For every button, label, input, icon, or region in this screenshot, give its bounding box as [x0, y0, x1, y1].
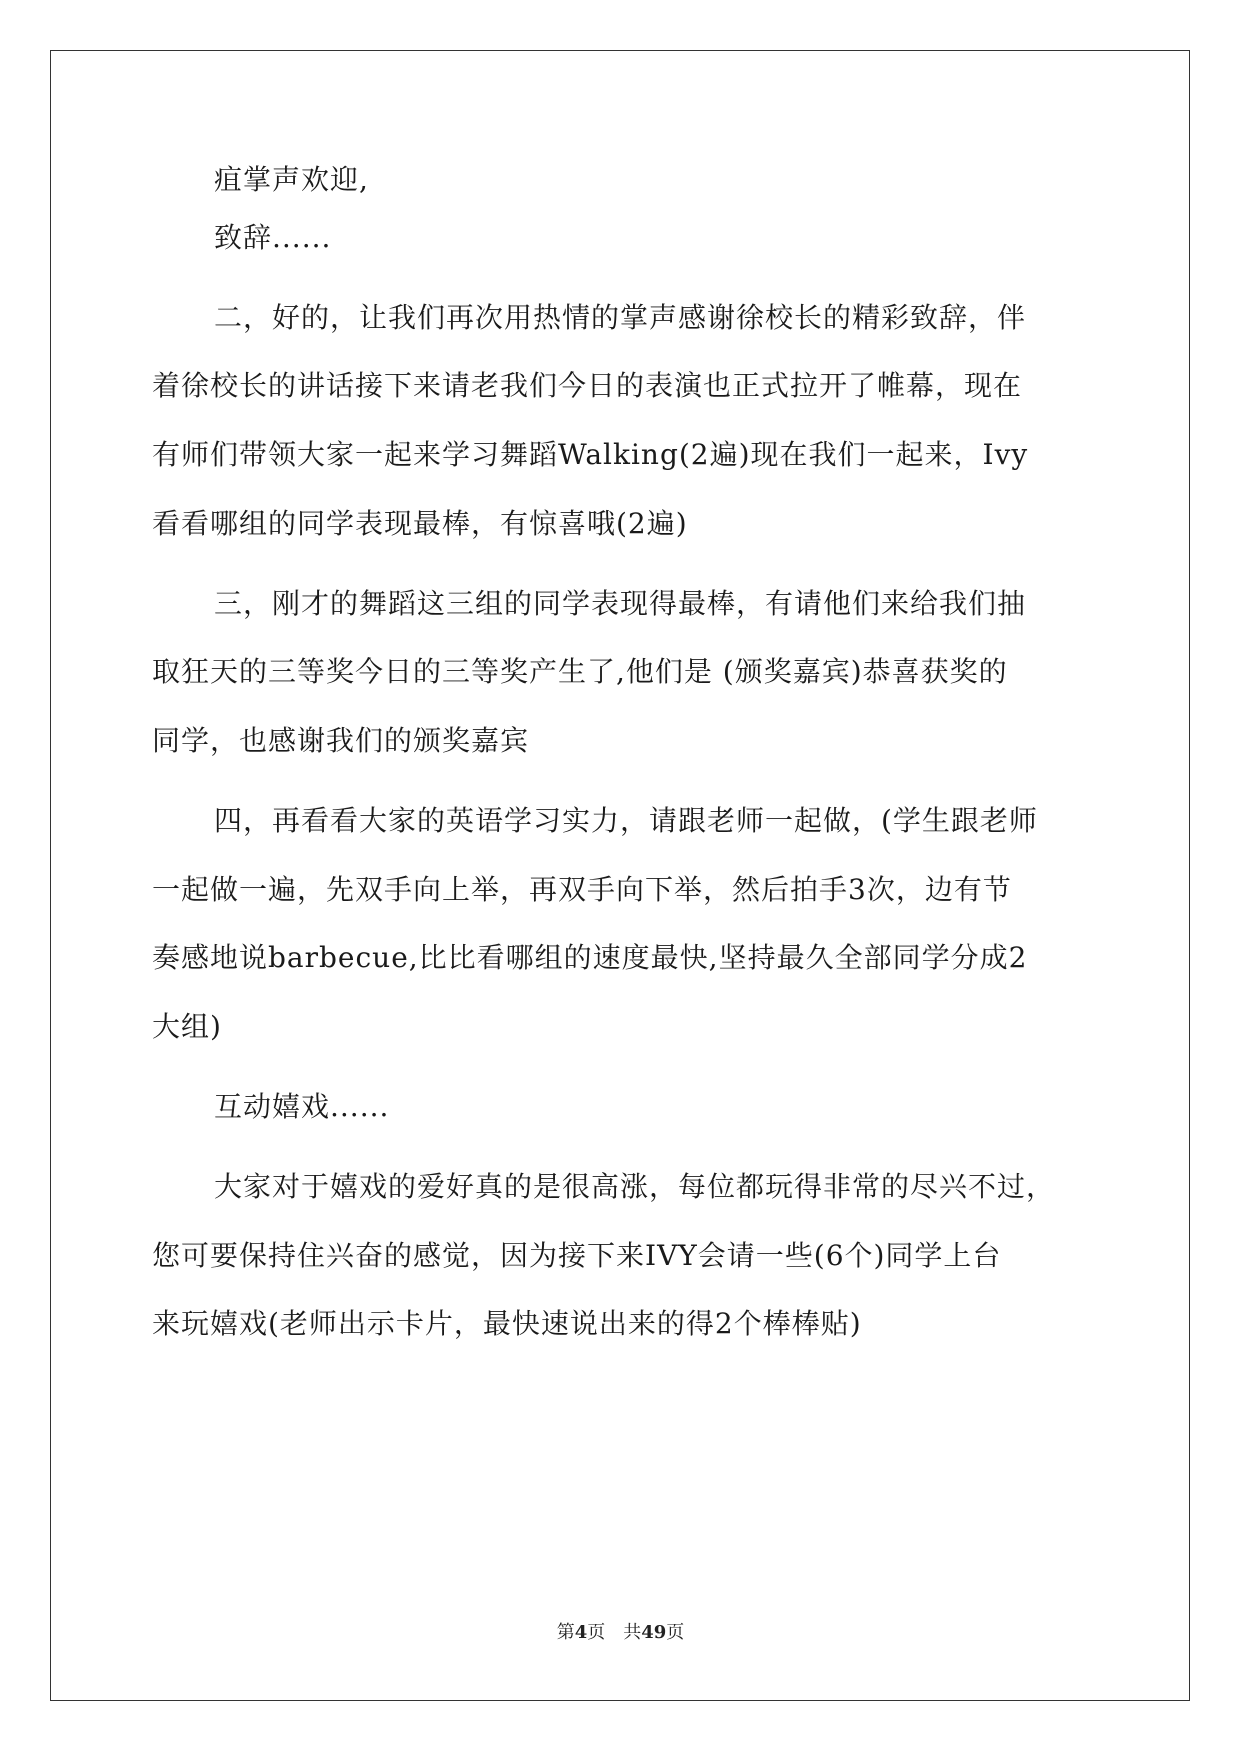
paragraph-line: 一起做一遍，先双手向上举，再双手向下举，然后拍手3次，边有节 — [152, 873, 1012, 906]
paragraph-line: 看看哪组的同学表现最棒，有惊喜哦(2遍) — [152, 507, 688, 540]
paragraph-line: 疽掌声欢迎, — [214, 163, 369, 196]
total-prefix: 共 — [623, 1622, 642, 1643]
page-prefix: 第 — [556, 1622, 575, 1643]
paragraph-line: 大家对于嬉戏的爱好真的是很高涨，每位都玩得非常的尽兴不过， — [214, 1170, 1056, 1203]
paragraph-line: 二，好的，让我们再次用热情的掌声感谢徐校长的精彩致辞，伴 — [214, 301, 1027, 334]
total-suffix: 页 — [666, 1622, 685, 1643]
total-pages: 49 — [641, 1622, 667, 1643]
paragraph-line: 致辞...... — [214, 221, 332, 254]
page-footer — [0, 1618, 1241, 1644]
page-suffix: 页 — [587, 1622, 606, 1643]
paragraph-line: 来玩嬉戏(老师出示卡片，最快速说出来的得2个棒棒贴) — [152, 1307, 862, 1340]
paragraph-line: 您可要保持住兴奋的感觉，因为接下来IVY会请一些(6个)同学上台 — [152, 1239, 1002, 1272]
paragraph-line: 大组) — [152, 1010, 222, 1043]
paragraph-line: 奏感地说barbecue,比比看哪组的速度最快,坚持最久全部同学分成2 — [152, 941, 1028, 974]
paragraph-line: 着徐校长的讲话接下来请老我们今日的表演也正式拉开了帷幕，现在 — [152, 369, 1023, 402]
paragraph-line: 互动嬉戏...... — [214, 1090, 390, 1123]
paragraph-line: 有师们带领大家一起来学习舞蹈Walking(2遍)现在我们一起来，Ivy — [152, 438, 1029, 471]
paragraph-line: 四，再看看大家的英语学习实力，请跟老师一起做，(学生跟老师 — [214, 804, 1038, 837]
paragraph-line: 三，刚才的舞蹈这三组的同学表现得最棒，有请他们来给我们抽 — [214, 587, 1027, 620]
paragraph-line: 取狂天的三等奖今日的三等奖产生了,他们是 (颁奖嘉宾)恭喜获奖的 — [152, 655, 1008, 688]
page-current: 4 — [574, 1622, 588, 1643]
paragraph-line: 同学，也感谢我们的颁奖嘉宾 — [152, 724, 530, 757]
